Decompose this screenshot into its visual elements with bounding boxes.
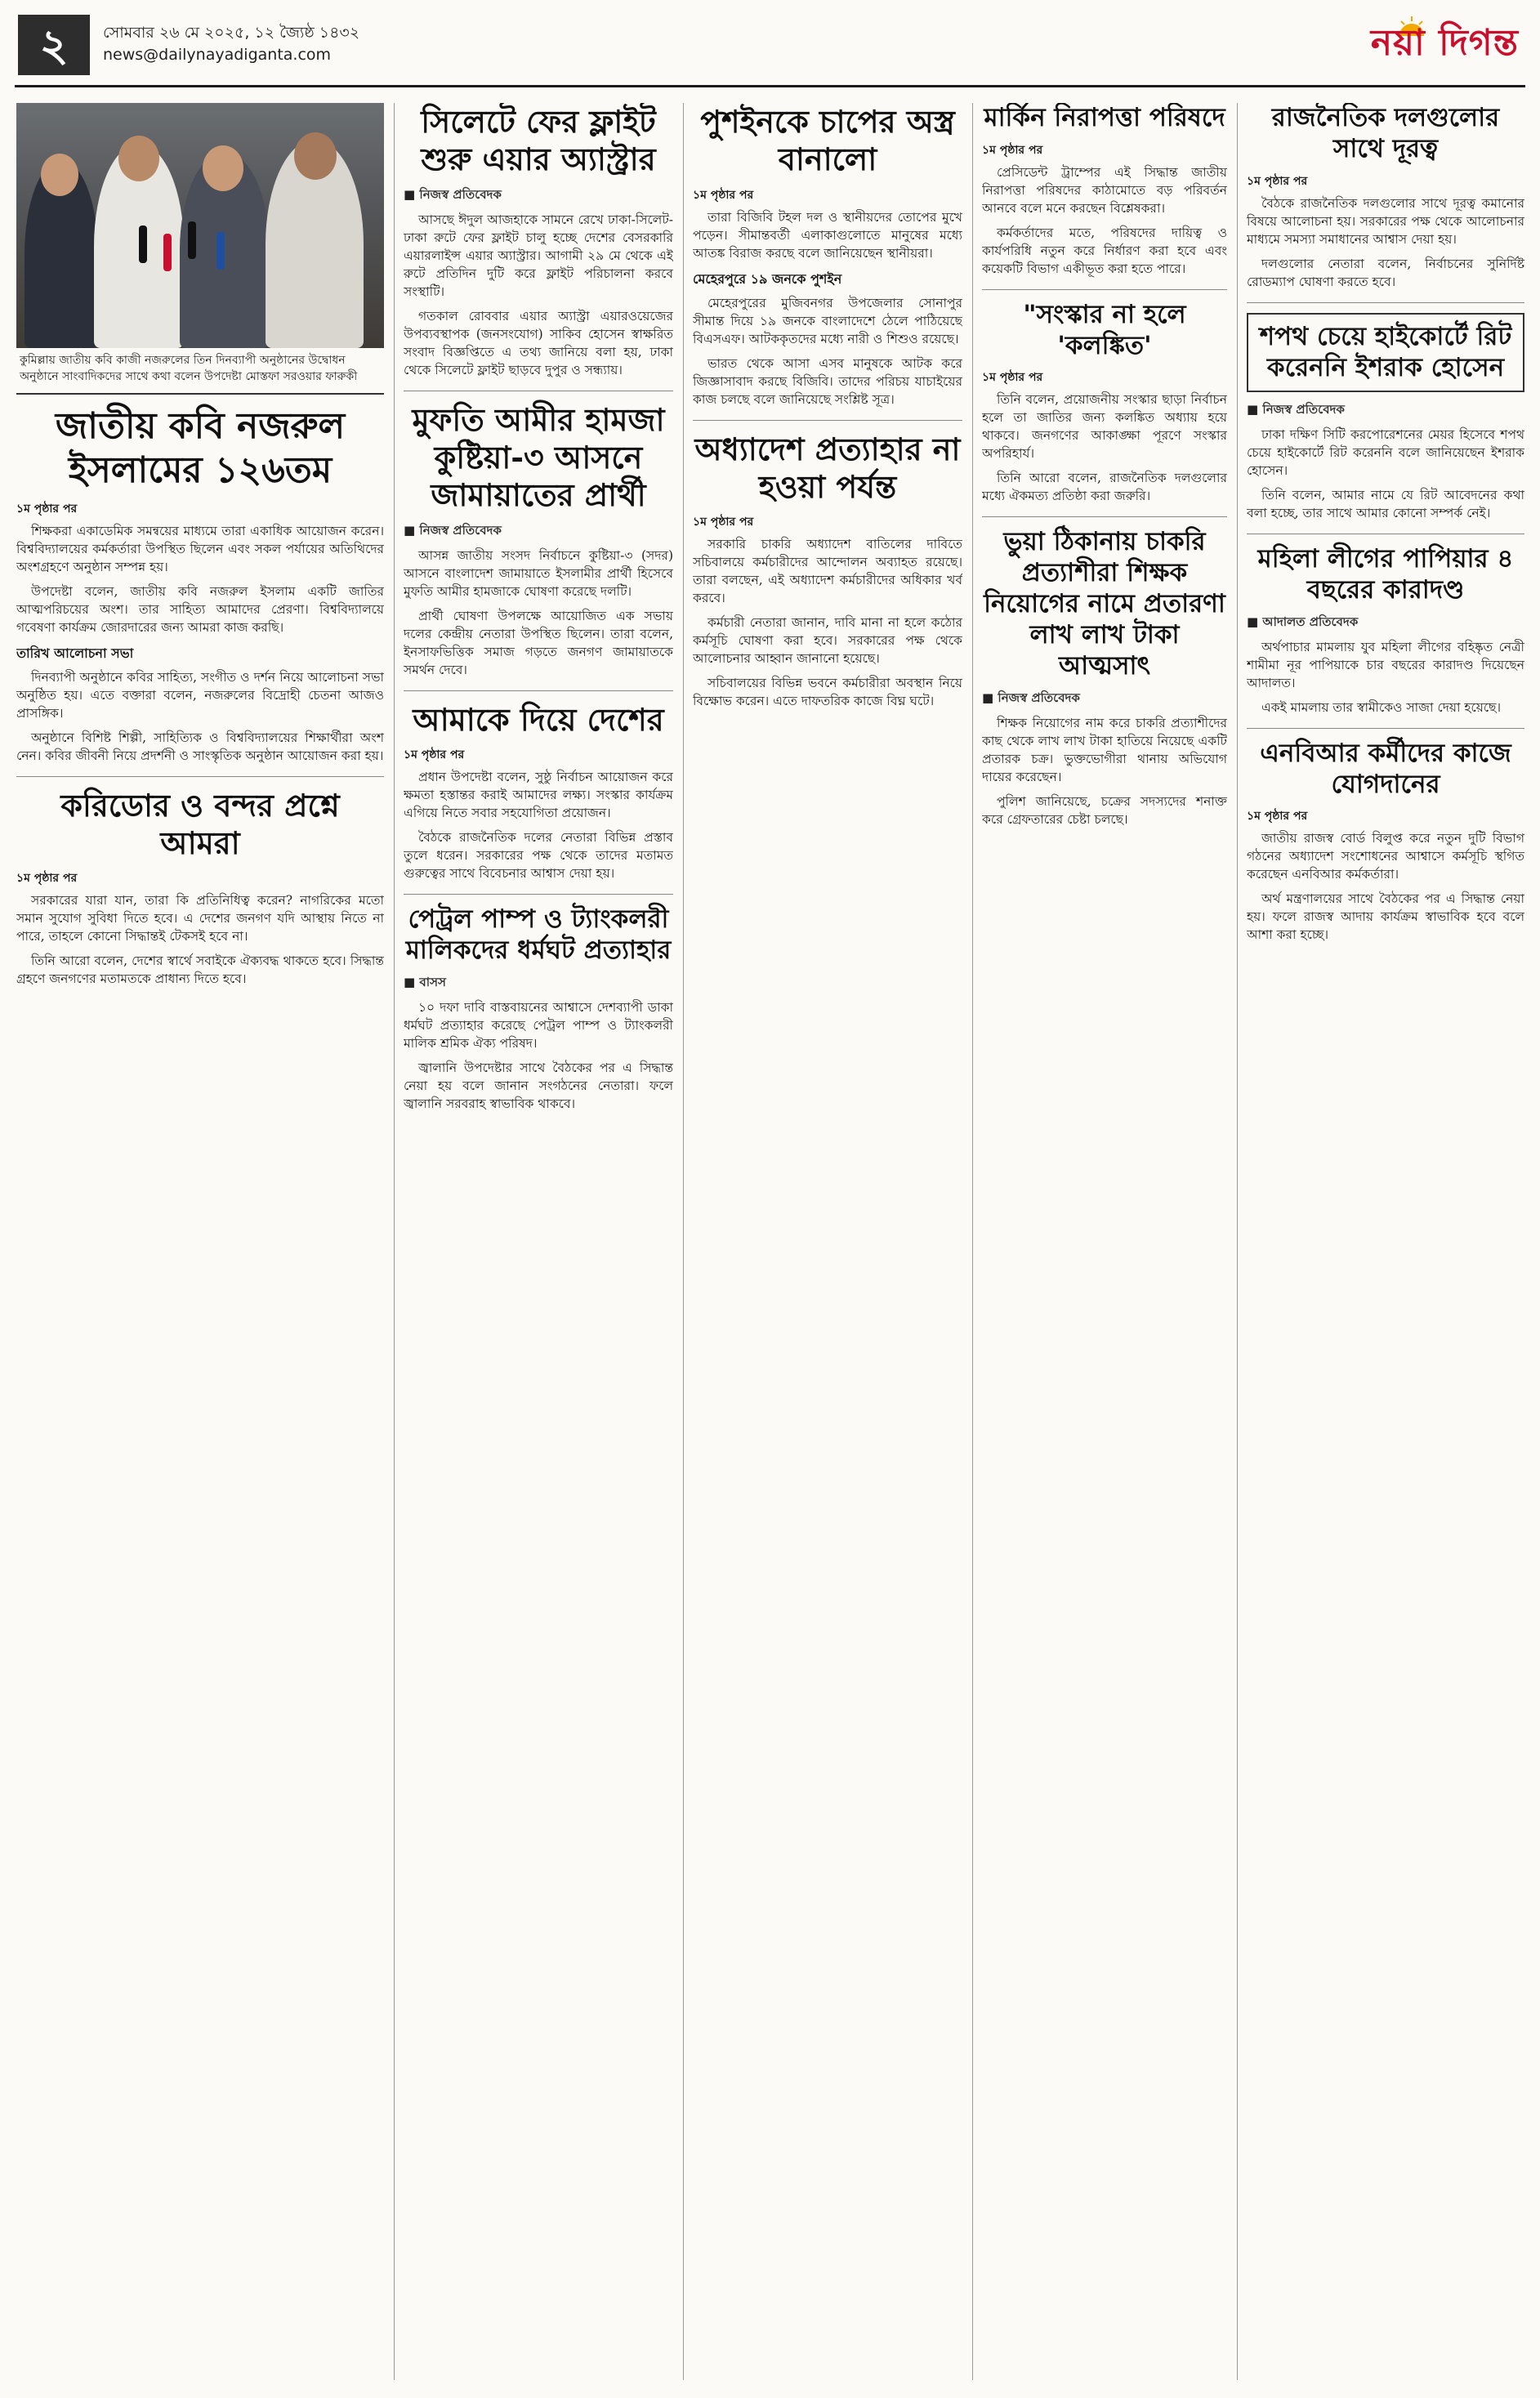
paragraph: প্রেসিডেন্ট ট্রাম্পের এই সিদ্ধান্ত জাতীয় নিরাপত্তা পরিষদের কাঠামোতে বড় পরিবর্তন আনবে বলে মনে করছেন বিশ্লেষকরা। <box>982 164 1227 216</box>
story-corridor <box>16 787 384 989</box>
headline[interactable]: ভুয়া ঠিকানায় চাকরি প্রত্যাশীরা শিক্ষক নিয়োগের নামে প্রতারণা লাখ লাখ টাকা আত্মসাৎ <box>984 527 1225 681</box>
paragraph: উপদেষ্টা বলেন, জাতীয় কবি নজরুল ইসলাম একটি জাতির আত্মপরিচয়ের অংশ। তার সাহিত্য আমাদের প্রেরণা। বিশ্ববিদ্যালয়ে গবেষণা কার্যক্রম জোরদারের জন্য আমরা কাজ করছি। <box>16 583 384 635</box>
story-petrol-pump <box>404 904 673 1113</box>
newspaper-logo[interactable] <box>1306 13 1519 77</box>
story-us-security <box>982 103 1227 278</box>
paragraph: তিনি বলেন, আমার নামে যে রিট আবেদনের কথা বলা হচ্ছে, তার সাথে আমার কোনো সম্পর্ক নেই। <box>1247 488 1524 521</box>
paragraph: সরকারের যারা যান, তারা কি প্রতিনিধিত্ব করেন? নাগরিকের মতো সমান সুযোগ সুবিধা দিতে হবে। এ দেশের জনগণ যদি আস্থায় নিতে না পারে, তাহলে কোনো সিদ্ধান্তই টেকসই হবে না। <box>16 893 384 944</box>
headline[interactable]: মার্কিন নিরাপত্তা পরিষদে <box>984 103 1225 132</box>
subhead: মেহেরপুরে ১৯ জনকে পুশইন <box>693 270 842 287</box>
paragraph: শিক্ষকরা একাডেমিক সমন্বয়ের মাধ্যমে তারা একাধিক আয়োজন করেন। বিশ্ববিদ্যালয়ের কর্মকর্তারা উপস্থিত ছিলেন এবং সকল পর্যায়ের অতিথিদের অংশগ্রহণে অনুষ্ঠান সম্পন্ন হয়। <box>16 523 384 574</box>
story-pushin <box>693 103 962 409</box>
byline: ■ বাসস <box>404 973 673 994</box>
story-teacher-fraud <box>982 527 1227 828</box>
story-amir-hamza <box>404 401 673 679</box>
story-reform <box>982 300 1227 506</box>
column-1 <box>16 103 384 2380</box>
paragraph: অনুষ্ঠানে বিশিষ্ট শিল্পী, সাহিত্যিক ও বিশ্ববিদ্যালয়ের শিক্ষার্থীরা অংশ নেন। কবির জীবনী নিয়ে প্রদর্শনী ও সাংস্কৃতিক অনুষ্ঠান আয়োজন করা হয়। <box>16 730 384 763</box>
paragraph: তিনি আরো বলেন, দেশের স্বার্থে সবাইকে ঐক্যবদ্ধ থাকতে হবে। সিদ্ধান্ত গ্রহণে জনগণের মতামতকে প্রাধান্য দিতে হবে। <box>16 953 384 987</box>
logo-text: নয়া দিগন্ত <box>1370 22 1519 64</box>
paragraph: জাতীয় রাজস্ব বোর্ড বিলুপ্ত করে নতুন দুটি বিভাগ গঠনের অধ্যাদেশ সংশোধনের আশ্বাসে কর্মসূচি স্থগিত করেছেন এনবিআর কর্মকর্তারা। <box>1247 831 1524 882</box>
headline[interactable]: করিডোর ও বন্দর প্রশ্নে আমরা <box>60 786 340 861</box>
paragraph: কর্মকর্তাদের মতে, পরিষদের দায়িত্ব ও কার্যপরিধি নতুন করে নির্ধারণ করা হবে এবং কয়েকটি বিভাগ একীভূত করা হতে পারে। <box>982 225 1227 276</box>
headline[interactable]: এনবিআর কর্মীদের কাজে যোগদানের <box>1260 738 1511 799</box>
paragraph: সরকারি চাকরি অধ্যাদেশ বাতিলের দাবিতে সচিবালয়ে কর্মচারীদের আন্দোলন অব্যাহত রয়েছে। তারা বলছেন, এই অধ্যাদেশ কর্মচারীদের অধিকার খর্ব করবে। <box>693 537 962 606</box>
column-5 <box>1247 103 1524 2380</box>
paragraph: আসন্ন জাতীয় সংসদ নির্বাচনে কুষ্টিয়া-৩ (সদর) আসনে বাংলাদেশ জামায়াতে ইসলামীর প্রার্থী হিসেবে মুফতি আমীর হামজাকে ঘোষণা করেছে দলটি। <box>404 547 673 599</box>
continued-label: ১ম পৃষ্ঠার পর <box>982 371 1043 385</box>
paragraph: অর্থ মন্ত্রণালয়ের সাথে বৈঠকের পর এ সিদ্ধান্ত নেয়া হয়। ফলে রাজস্ব আদায় কার্যক্রম স্বাভাবিক হবে বলে আশা করা হচ্ছে। <box>1247 891 1524 943</box>
headline[interactable]: "সংস্কার না হলে 'কলঙ্কিত' <box>1023 299 1186 360</box>
subhead: তারিখ আলোচনা সভা <box>16 645 134 661</box>
photo-caption: কুমিল্লায় জাতীয় কবি কাজী নজরুলের তিন দিনব্যাপী অনুষ্ঠানের উদ্বোধন অনুষ্ঠানে সাংবাদিকদের সাথে কথা বলেন উপদেষ্টা মোস্তফা সরওয়ার ফারুকী <box>20 354 358 383</box>
column-4 <box>982 103 1227 2380</box>
story-political-distance <box>1247 103 1524 291</box>
column-3 <box>693 103 962 2380</box>
byline: ■ নিজস্ব প্রতিবেদক <box>982 689 1227 709</box>
paragraph: প্রধান উপদেষ্টা বলেন, সুষ্ঠু নির্বাচন আয়োজন করে ক্ষমতা হস্তান্তর করাই আমাদের লক্ষ্য। সংস্কার কার্যক্রম এগিয়ে নিতে সবার সহযোগিতা প্রয়োজন। <box>404 770 673 821</box>
paragraph: দলগুলোর নেতারা বলেন, নির্বাচনের সুনির্দিষ্ট রোডম্যাপ ঘোষণা করতে হবে। <box>1247 256 1524 289</box>
column-divider <box>683 103 684 2380</box>
paragraph: একই মামলায় তার স্বামীকেও সাজা দেয়া হয়েছে। <box>1261 699 1502 715</box>
headline[interactable]: পেট্রল পাম্প ও ট্যাংকলরী মালিকদের ধর্মঘট প্রত্যাহার <box>405 904 672 965</box>
paragraph: ভারত থেকে আসা এসব মানুষকে আটক করে জিজ্ঞাসাবাদ করছে বিজিবি। তাদের পরিচয় যাচাইয়ের কাজ চলছে বলে জানিয়েছে সংশ্লিষ্ট সূত্র। <box>693 355 962 407</box>
paragraph: পুলিশ জানিয়েছে, চক্রের সদস্যদের শনাক্ত করে গ্রেফতারের চেষ্টা চলছে। <box>982 793 1227 827</box>
paragraph: তিনি বলেন, প্রয়োজনীয় সংস্কার ছাড়া নির্বাচন হলে তা জাতির জন্য কলঙ্কিত অধ্যায় হয়ে থাকবে। জনগণের আকাঙ্ক্ষা পূরণে সংস্কার অপরিহার্য। <box>982 392 1227 462</box>
masthead <box>15 10 1525 80</box>
site-email: news@dailynayadiganta.com <box>103 46 332 64</box>
story-sylhet-flight <box>404 103 673 379</box>
byline: ■ আদালত প্রতিবেদক <box>1247 613 1524 633</box>
page-number: ২ <box>18 15 90 75</box>
continued-label: ১ম পৃষ্ঠার পর <box>693 516 754 529</box>
headline[interactable]: পুশইনকে চাপের অস্ত্র বানালো <box>700 103 955 178</box>
continued-label: ১ম পৃষ্ঠার পর <box>404 748 465 762</box>
paragraph: জ্বালানি উপদেষ্টার সাথে বৈঠকের পর এ সিদ্ধান্ত নেয়া হয় বলে জানান সংগঠনের নেতারা। ফলে জ্বালানি সরবরাহ স্বাভাবিক থাকবে। <box>404 1060 673 1111</box>
continued-label: ১ম পৃষ্ঠার পর <box>982 143 1043 157</box>
headline[interactable]: মহিলা লীগের পাপিয়ার ৪ বছরের কারাদণ্ড <box>1257 544 1514 605</box>
continued-label: ১ম পৃষ্ঠার পর <box>1247 810 1308 824</box>
continued-label: ১ম পৃষ্ঠার পর <box>16 502 78 516</box>
issue-date: সোমবার ২৬ মে ২০২৫, ১২ জ্যৈষ্ঠ ১৪৩২ <box>103 24 360 42</box>
byline: ■ নিজস্ব প্রতিবেদক <box>404 185 673 206</box>
continued-label: ১ম পৃষ্ঠার পর <box>16 872 78 886</box>
paragraph: ১০ দফা দাবি বাস্তবায়নের আশ্বাসে দেশব্যাপী ডাকা ধর্মঘট প্রত্যাহার করেছে পেট্রল পাম্প ও ট্যাংকলরী মালিক শ্রমিক ঐক্য পরিষদ। <box>404 999 673 1051</box>
column-divider <box>1237 103 1238 2380</box>
paragraph: তারা বিজিবি টহল দল ও স্থানীয়দের তোপের মুখে পড়েন। সীমান্তবর্তী এলাকাগুলোতে মানুষের মধ্যে আতঙ্ক বিরাজ করছে বলে জানিয়েছেন স্থানীয়রা। <box>693 209 962 261</box>
paragraph: শিক্ষক নিয়োগের নাম করে চাকরি প্রত্যাশীদের কাছ থেকে লাখ লাখ টাকা হাতিয়ে নিয়েছে একটি প্রতারক চক্র। ভুক্তভোগীরা থানায় অভিযোগ দায়ের করেছেন। <box>982 715 1227 784</box>
column-divider <box>972 103 973 2380</box>
story-nbr <box>1247 739 1524 944</box>
paragraph: তিনি আরো বলেন, রাজনৈতিক দলগুলোর মধ্যে ঐকমত্য প্রতিষ্ঠা করা জরুরি। <box>982 471 1227 504</box>
paragraph: মেহেরপুরের মুজিবনগর উপজেলার সোনাপুর সীমান্ত দিয়ে ১৯ জনকে বাংলাদেশে ঠেলে পাঠিয়েছে বিএসএফ। আটককৃতদের মধ্যে নারী ও শিশুও রয়েছে। <box>693 295 962 346</box>
news-photo <box>16 103 384 348</box>
headline[interactable]: অধ্যাদেশ প্রত্যাহার না হওয়া পর্যন্ত <box>694 430 961 506</box>
headline[interactable]: শপথ চেয়ে হাইকোর্টে রিট করেননি ইশরাক হোসেন <box>1247 313 1524 393</box>
story-ordinance <box>693 431 962 711</box>
paragraph: আসছে ঈদুল আজহাকে সামনে রেখে ঢাকা-সিলেট-ঢাকা রুটে ফের ফ্লাইট চালু হচ্ছে দেশের বেসরকারি এয়ারলাইন্স এয়ার অ্যাস্ট্রার। আগামী ২৯ মে থেকে এই রুটে প্রতিদিন দুটি করে ফ্লাইট পরিচালনা করবে সংস্থাটি। <box>404 212 673 299</box>
continued-label: ১ম পৃষ্ঠার পর <box>1247 174 1308 188</box>
paragraph: বৈঠকে রাজনৈতিক দলগুলোর সাথে দূরত্ব কমানোর বিষয়ে আলোচনা হয়। সরকারের পক্ষ থেকে আলোচনার মাধ্যমে সমস্যা সমাধানের আশ্বাস দেয়া হয়। <box>1247 195 1524 247</box>
paragraph: অর্থপাচার মামলায় যুব মহিলা লীগের বহিষ্কৃত নেত্রী শামীমা নূর পাপিয়াকে চার বছরের কারাদণ্ড দিয়েছেন আদালত। <box>1247 639 1524 690</box>
masthead-rule <box>15 85 1525 87</box>
column-2 <box>404 103 673 2380</box>
headline[interactable]: জাতীয় কবি নজরুল ইসলামের ১২৬তম <box>55 405 346 491</box>
paragraph: গতকাল রোববার এয়ার অ্যাস্ট্রা এয়ারওয়েজের উপব্যবস্থাপক (জনসংযোগ) সাকিব হোসেন স্বাক্ষরিত সংবাদ বিজ্ঞপ্তিতে এ তথ্য জানিয়ে বলা হয়, ঢাকা থেকে সিলেটে ফ্লাইট ছাড়বে দুপুর ও সন্ধ্যায়। <box>404 308 673 377</box>
headline[interactable]: মুফতি আমীর হামজা কুষ্টিয়া-৩ আসনে জামায়াতের প্রার্থী <box>412 400 665 514</box>
story-amake-diye <box>404 701 673 882</box>
story-papia <box>1247 544 1524 717</box>
byline: ■ নিজস্ব প্রতিবেদক <box>1247 400 1524 421</box>
byline: ■ নিজস্ব প্রতিবেদক <box>404 521 673 542</box>
paragraph: কর্মচারী নেতারা জানান, দাবি মানা না হলে কঠোর কর্মসূচি ঘোষণা করা হবে। সরকারের পক্ষ থেকে আলোচনার আহ্বান জানানো হয়েছে। <box>693 615 962 667</box>
continued-label: ১ম পৃষ্ঠার পর <box>693 188 754 202</box>
headline[interactable]: আমাকে দিয়ে দেশের <box>413 700 664 738</box>
story-ishraq <box>1247 313 1524 523</box>
headline[interactable]: সিলেটে ফের ফ্লাইট শুরু এয়ার অ্যাস্ট্রার <box>421 103 656 178</box>
paragraph: দিনব্যাপী অনুষ্ঠানে কবির সাহিত্য, সংগীত ও দর্শন নিয়ে আলোচনা সভা অনুষ্ঠিত হয়। এতে বক্তারা বলেন, নজরুলের বিদ্রোহী চেতনা আজও প্রাসঙ্গিক। <box>16 669 384 721</box>
paragraph: ঢাকা দক্ষিণ সিটি করপোরেশনের মেয়র হিসেবে শপথ চেয়ে হাইকোর্টে রিট করেননি বলে জানিয়েছেন ইশরাক হোসেন। <box>1247 427 1524 479</box>
headline[interactable]: রাজনৈতিক দলগুলোর সাথে দূরত্ব <box>1271 103 1500 163</box>
paragraph: সচিবালয়ের বিভিন্ন ভবনে কর্মচারীরা অবস্থান নিয়ে বিক্ষোভ করেন। এতে দাফতরিক কাজে বিঘ্ন ঘটে। <box>693 676 962 709</box>
paragraph: প্রার্থী ঘোষণা উপলক্ষে আয়োজিত এক সভায় দলের কেন্দ্রীয় নেতারা উপস্থিত ছিলেন। তারা বলেন, ইনসাফভিত্তিক সমাজ গড়তে জনগণ জামায়াতকে সমর্থন দেবে। <box>404 608 673 677</box>
story-nazrul <box>16 404 384 764</box>
column-divider <box>394 103 395 2380</box>
paragraph: বৈঠকে রাজনৈতিক দলের নেতারা বিভিন্ন প্রস্তাব তুলে ধরেন। সরকারের পক্ষ থেকে তাদের মতামত গুরুত্বের সাথে বিবেচনার আশ্বাস দেয়া হয়। <box>404 830 673 882</box>
